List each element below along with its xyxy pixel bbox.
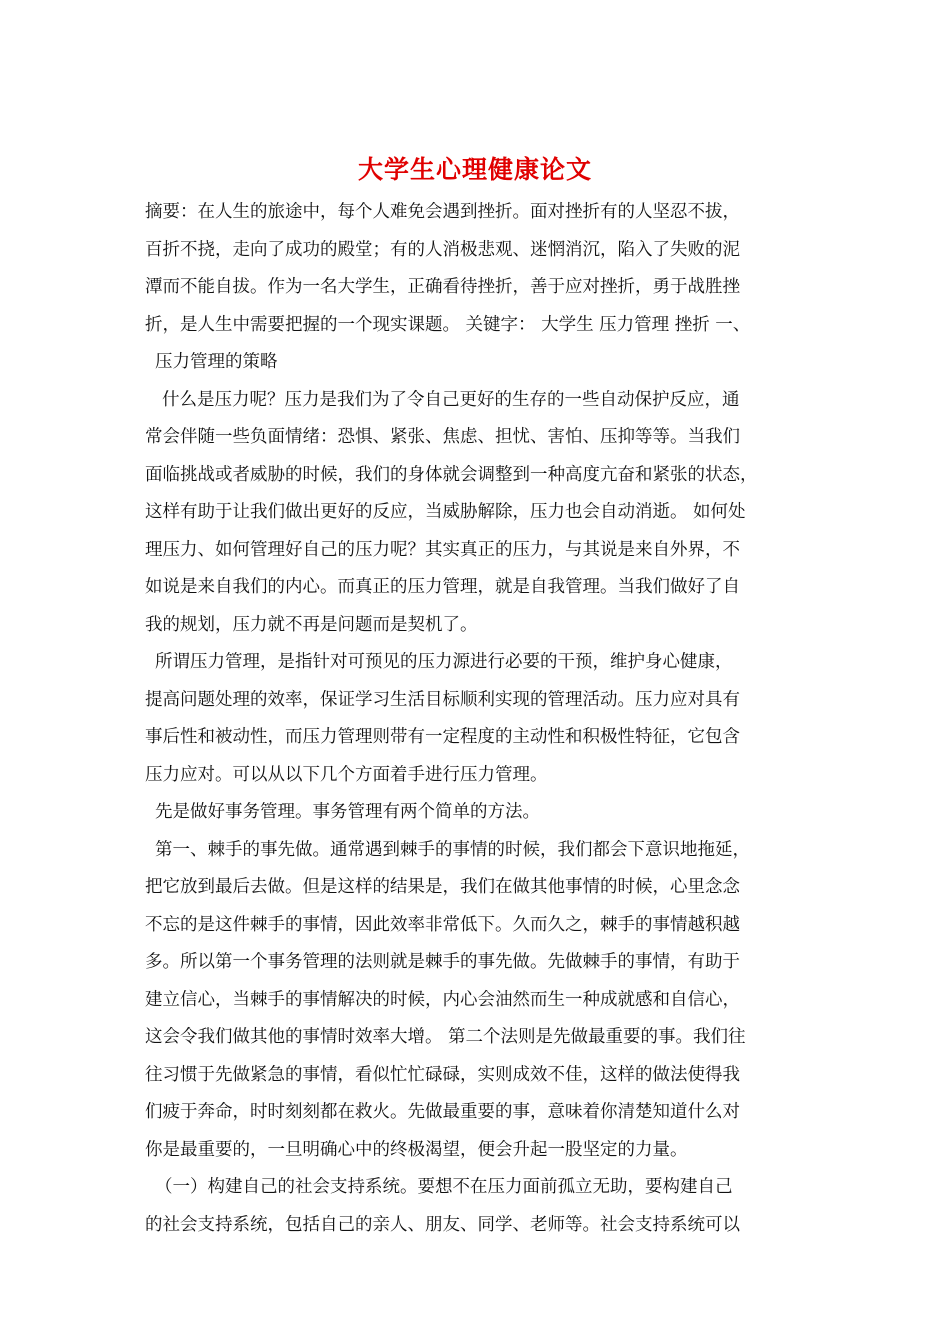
text-line: 常会伴随一些负面情绪：恐惧、紧张、焦虑、担忧、害怕、压抑等等。当我们 [145,427,740,447]
text-line: 压力管理的策略 [155,352,278,372]
text-line: 折，是人生中需要把握的一个现实课题。 关键字： 大学生 压力管理 挫折 一、 [145,314,751,335]
text-line: 的社会支持系统，包括自己的亲人、朋友、同学、老师等。社会支持系统可以 [145,1214,740,1235]
text-line: 潭而不能自拔。作为一名大学生，正确看待挫折，善于应对挫折，勇于战胜挫 [145,277,740,297]
text-line: 不忘的是这件棘手的事情，因此效率非常低下。久而久之，棘手的事情越积越 [145,914,740,935]
text-line: 面临挑战或者威胁的时候，我们的身体就会调整到一种高度亢奋和紧张的状态， [145,464,758,485]
text-line: 压力应对。可以从以下几个方面着手进行压力管理。 [145,764,548,785]
text-line: 什么是压力呢？压力是我们为了令自己更好的生存的一些自动保护反应，通 [162,389,740,410]
text-line: 往习惯于先做紧急的事情，看似忙忙碌碌，实则成效不佳，这样的做法使得我 [145,1064,740,1085]
document-title: 大学生心理健康论文 [357,155,592,184]
text-line: 理压力、如何管理好自己的压力呢？其实真正的压力，与其说是来自外界，不 [145,539,740,560]
text-line: 如说是来自我们的内心。而真正的压力管理，就是自我管理。当我们做好了自 [145,577,740,597]
text-line: 这样有助于让我们做出更好的反应，当威胁解除，压力也会自动消逝。 如何处 [145,502,746,522]
text-line: 建立信心，当棘手的事情解决的时候，内心会油然而生一种成就感和自信心， [145,989,740,1010]
text-line: 们疲于奔命，时时刻刻都在救火。先做最重要的事，意味着你清楚知道什么对 [145,1102,740,1122]
text-line: 你是最重要的，一旦明确心中的终极渴望，便会升起一股坚定的力量。 [145,1139,688,1160]
text-line: 把它放到最后去做。但是这样的结果是，我们在做其他事情的时候，心里念念 [145,877,740,897]
text-line: 百折不挠，走向了成功的殿堂；有的人消极悲观、迷惘消沉，陷入了失败的泥 [145,239,740,260]
text-line: （一）构建自己的社会支持系统。要想不在压力面前孤立无助，要构建自己 [155,1177,733,1197]
text-line: 第一、棘手的事先做。通常遇到棘手的事情的时候，我们都会下意识地拖延， [155,839,750,860]
text-line: 事后性和被动性，而压力管理则带有一定程度的主动性和积极性特征，它包含 [145,727,740,747]
text-line: 先是做好事务管理。事务管理有两个简单的方法。 [155,802,540,822]
text-line: 这会令我们做其他的事情时效率大增。 第二个法则是先做最重要的事。我们往 [145,1027,746,1047]
document-body [145,194,815,1244]
text-line: 多。所以第一个事务管理的法则就是棘手的事先做。先做棘手的事情，有助于 [145,952,740,972]
text-line: 我的规划，压力就不再是问题而是契机了。 [145,614,478,635]
text-line: 所谓压力管理，是指针对可预见的压力源进行必要的干预，维护身心健康， [155,652,733,672]
text-line: 摘要：在人生的旅途中，每个人难免会遇到挫折。面对挫折有的人坚忍不拔， [145,202,740,222]
text-line: 提高问题处理的效率，保证学习生活目标顺利实现的管理活动。压力应对具有 [145,689,740,710]
